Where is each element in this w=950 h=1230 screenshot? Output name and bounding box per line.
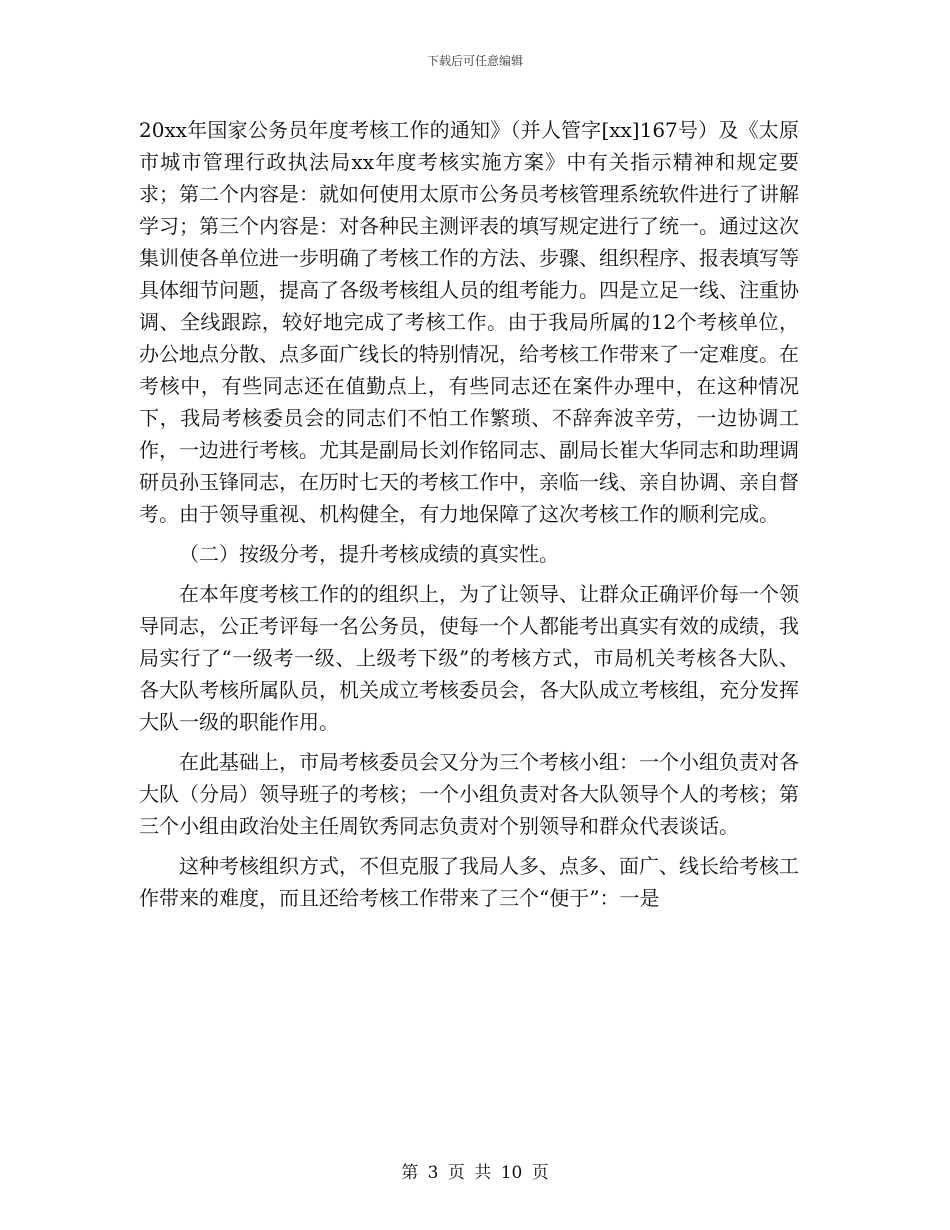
section-heading: （二）按级分考，提升考核成绩的真实性。 [179,542,559,566]
body-paragraph-2: 在本年度考核工作的的组织上，为了让领导、让群众正确评价每一个领导同志，公正考评每一名公务员，使每一个人都能考出真实有效的成绩，我局实行了“一级考一级、上级考下级”的考核方式，市局机关考核各大队、各大队考核所属队员，机关成立考核委员会，各大队成立考核组，充分发挥大队一级的职能作用。 [139,582,799,734]
body-paragraph-3: 在此基础上，市局考核委员会又分为三个考核小组：一个小组负责对各大队（分局）领导班子的考核；一个小组负责对各大队领导个人的考核；第三个小组由政治处主任周钦秀同志负责对个别领导和群众代表谈话。 [139,750,799,838]
page-number-footer: 第 3 页 共 10 页 [401,1163,549,1183]
document-body [139,114,799,914]
body-paragraph-4: 这种考核组织方式，不但克服了我局人多、点多、面广、线长给考核工作带来的难度，而且还给考核工作带来了三个“便于”：一是 [139,854,799,910]
body-paragraph-1: 20xx年国家公务员年度考核工作的通知》（并人管字[xx]167号）及《太原市城市管理行政执法局xx年度考核实施方案》中有关指示精神和规定要求；第二个内容是：就如何使用太原市公务员考核管理系统软件进行了讲解学习；第三个内容是：对各种民主测评表的填写规定进行了统一。通过这次集训使各单位进一步明确了考核工作的方法、步骤、组织程序、报表填写等具体细节问题，提高了各级考核组人员的组考能力。四是立足一线、注重协调、全线跟踪，较好地完成了考核工作。由于我局所属的12个考核单位，办公地点分散、点多面广线长的特别情况，给考核工作带来了一定难度。在考核中，有些同志还在值勤点上，有些同志还在案件办理中，在这种情况下，我局考核委员会的同志们不怕工作繁琐、不辞奔波辛劳，一边协调工作，一边进行考核。尤其是副局长刘作铭同志、副局长崔大华同志和助理调研员孙玉锋同志，在历时七天的考核工作中，亲临一线、亲自协调、亲自督考。由于领导重视、机构健全，有力地保障了这次考核工作的顺利完成。 [139,118,799,526]
page-header: 下载后可任意编辑 [426,54,523,68]
